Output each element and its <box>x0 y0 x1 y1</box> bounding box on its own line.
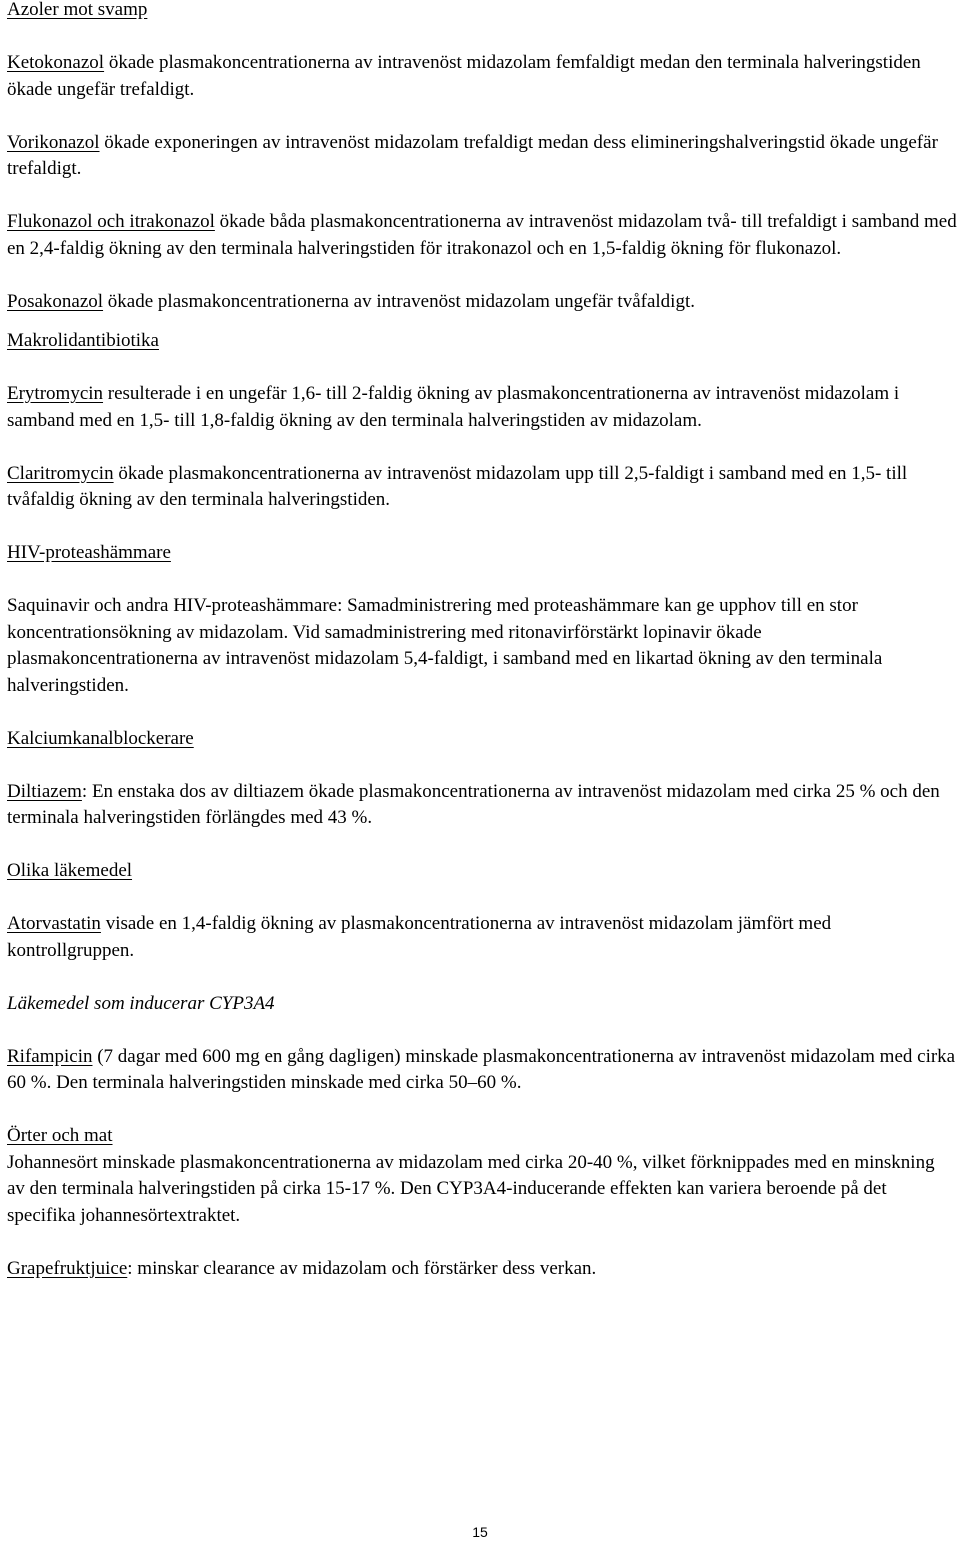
drug-term: Posakonazol <box>7 290 104 312</box>
drug-term: Diltiazem <box>7 780 82 802</box>
heading-text: Örter och mat <box>7 1125 113 1146</box>
paragraph-grapefruktjuice <box>7 1256 957 1283</box>
paragraph-ketokonazol <box>7 50 957 103</box>
paragraph-text: ökade båda plasmakoncentrationerna av intravenöst midazolam två- till trefaldigt i samband med en 2,4-faldig ökning av den terminala halveringstiden för itrakonazol och en 1,5-faldig ökning för flukonazol. <box>7 211 957 259</box>
paragraph-atorvastatin <box>7 911 957 964</box>
paragraph-posakonazol <box>7 289 957 316</box>
paragraph-text: ökade plasmakoncentrationerna av intravenöst midazolam femfaldigt medan den terminala halveringstiden ökade ungefär trefaldigt. <box>7 52 921 100</box>
paragraph-text: resulterade i en ungefär 1,6- till 2-faldig ökning av plasmakoncentrationerna av intravenöst midazolam i samband med en 1,5- till 1,8-faldig ökning av den terminala halveringstiden av midazolam. <box>7 383 900 431</box>
page-number: 15 <box>472 1524 488 1540</box>
heading-text: Makrolidantibiotika <box>7 330 159 351</box>
drug-term: Atorvastatin <box>7 913 101 934</box>
drug-term: Grapefruktjuice <box>7 1257 128 1279</box>
drug-term: Claritromycin <box>7 462 114 484</box>
document-page <box>7 0 957 1309</box>
drug-term: Flukonazol och itrakonazol <box>7 211 215 232</box>
paragraph-text: (7 dagar med 600 mg en gång dagligen) minskade plasmakoncentrationerna av intravenöst midazolam med cirka 60 %. Den terminala halveringstiden minskade med cirka 50–60 %. <box>7 1045 956 1093</box>
paragraph-claritromycin <box>7 461 957 514</box>
section-heading-hiv <box>7 540 957 567</box>
paragraph-text: Saquinavir och andra HIV-proteashämmare: Samadministrering med proteashämmare kan ge upphov till en stor koncentrationsökning av midazolam. Vid samadministrering med ritonavirförstärkt lopinavir ökade plasmakoncentrationerna av intravenöst midazolam 5,4-faldigt, i samband med en likartad ökning av den terminala halveringstiden. <box>7 595 883 696</box>
paragraph-saquinavir <box>7 593 957 699</box>
section-heading-herbs-food <box>7 1123 957 1150</box>
section-heading-macrolides <box>7 328 957 355</box>
drug-term: Rifampicin <box>7 1045 93 1067</box>
paragraph-text: ökade plasmakoncentrationerna av intravenöst midazolam ungefär tvåfaldigt. <box>103 290 695 312</box>
drug-term: Ketokonazol <box>7 52 105 73</box>
paragraph-text: visade en 1,4-faldig ökning av plasmakoncentrationerna av intravenöst midazolam jämfört med kontrollgruppen. <box>7 913 832 961</box>
paragraph-text: : minskar clearance av midazolam och förstärker dess verkan. <box>127 1257 597 1279</box>
section-heading-calcium <box>7 726 957 753</box>
heading-text: Kalciumkanalblockerare <box>7 727 194 749</box>
section-heading-inducers <box>7 991 957 1018</box>
paragraph-vorikonazol <box>7 130 957 183</box>
heading-text: HIV-proteashämmare <box>7 542 171 563</box>
section-heading-other <box>7 858 957 885</box>
paragraph-flukonazol <box>7 209 957 262</box>
paragraph-diltiazem <box>7 779 957 832</box>
paragraph-erytromycin <box>7 381 957 434</box>
drug-term: Vorikonazol <box>7 131 100 153</box>
heading-text: Läkemedel som inducerar CYP3A4 <box>7 992 275 1014</box>
paragraph-johannesort <box>7 1150 957 1230</box>
paragraph-text: ökade plasmakoncentrationerna av intravenöst midazolam upp till 2,5-faldigt i samband med en 1,5- till tvåfaldig ökning av den terminala halveringstiden. <box>7 462 908 510</box>
paragraph-rifampicin <box>7 1044 957 1097</box>
paragraph-text: Johannesört minskade plasmakoncentrationerna av midazolam med cirka 20-40 %, vilket förknippades med en minskning av den terminala halveringstiden på cirka 15-17 %. Den CYP3A4-inducerande effekten kan variera beroende på det specifika johannesörtextraktet. <box>7 1151 935 1226</box>
drug-term: Erytromycin <box>7 383 104 404</box>
paragraph-text: ökade exponeringen av intravenöst midazolam trefaldigt medan dess elimineringshalveringstid ökade ungefär trefaldigt. <box>7 131 938 179</box>
heading-text: Azoler mot svamp <box>7 0 148 20</box>
section-heading-azoles <box>7 0 957 24</box>
paragraph-text: : En enstaka dos av diltiazem ökade plasmakoncentrationerna av intravenöst midazolam med cirka 25 % och den terminala halveringstiden förlängdes med 43 %. <box>7 780 940 828</box>
heading-text: Olika läkemedel <box>7 860 133 881</box>
